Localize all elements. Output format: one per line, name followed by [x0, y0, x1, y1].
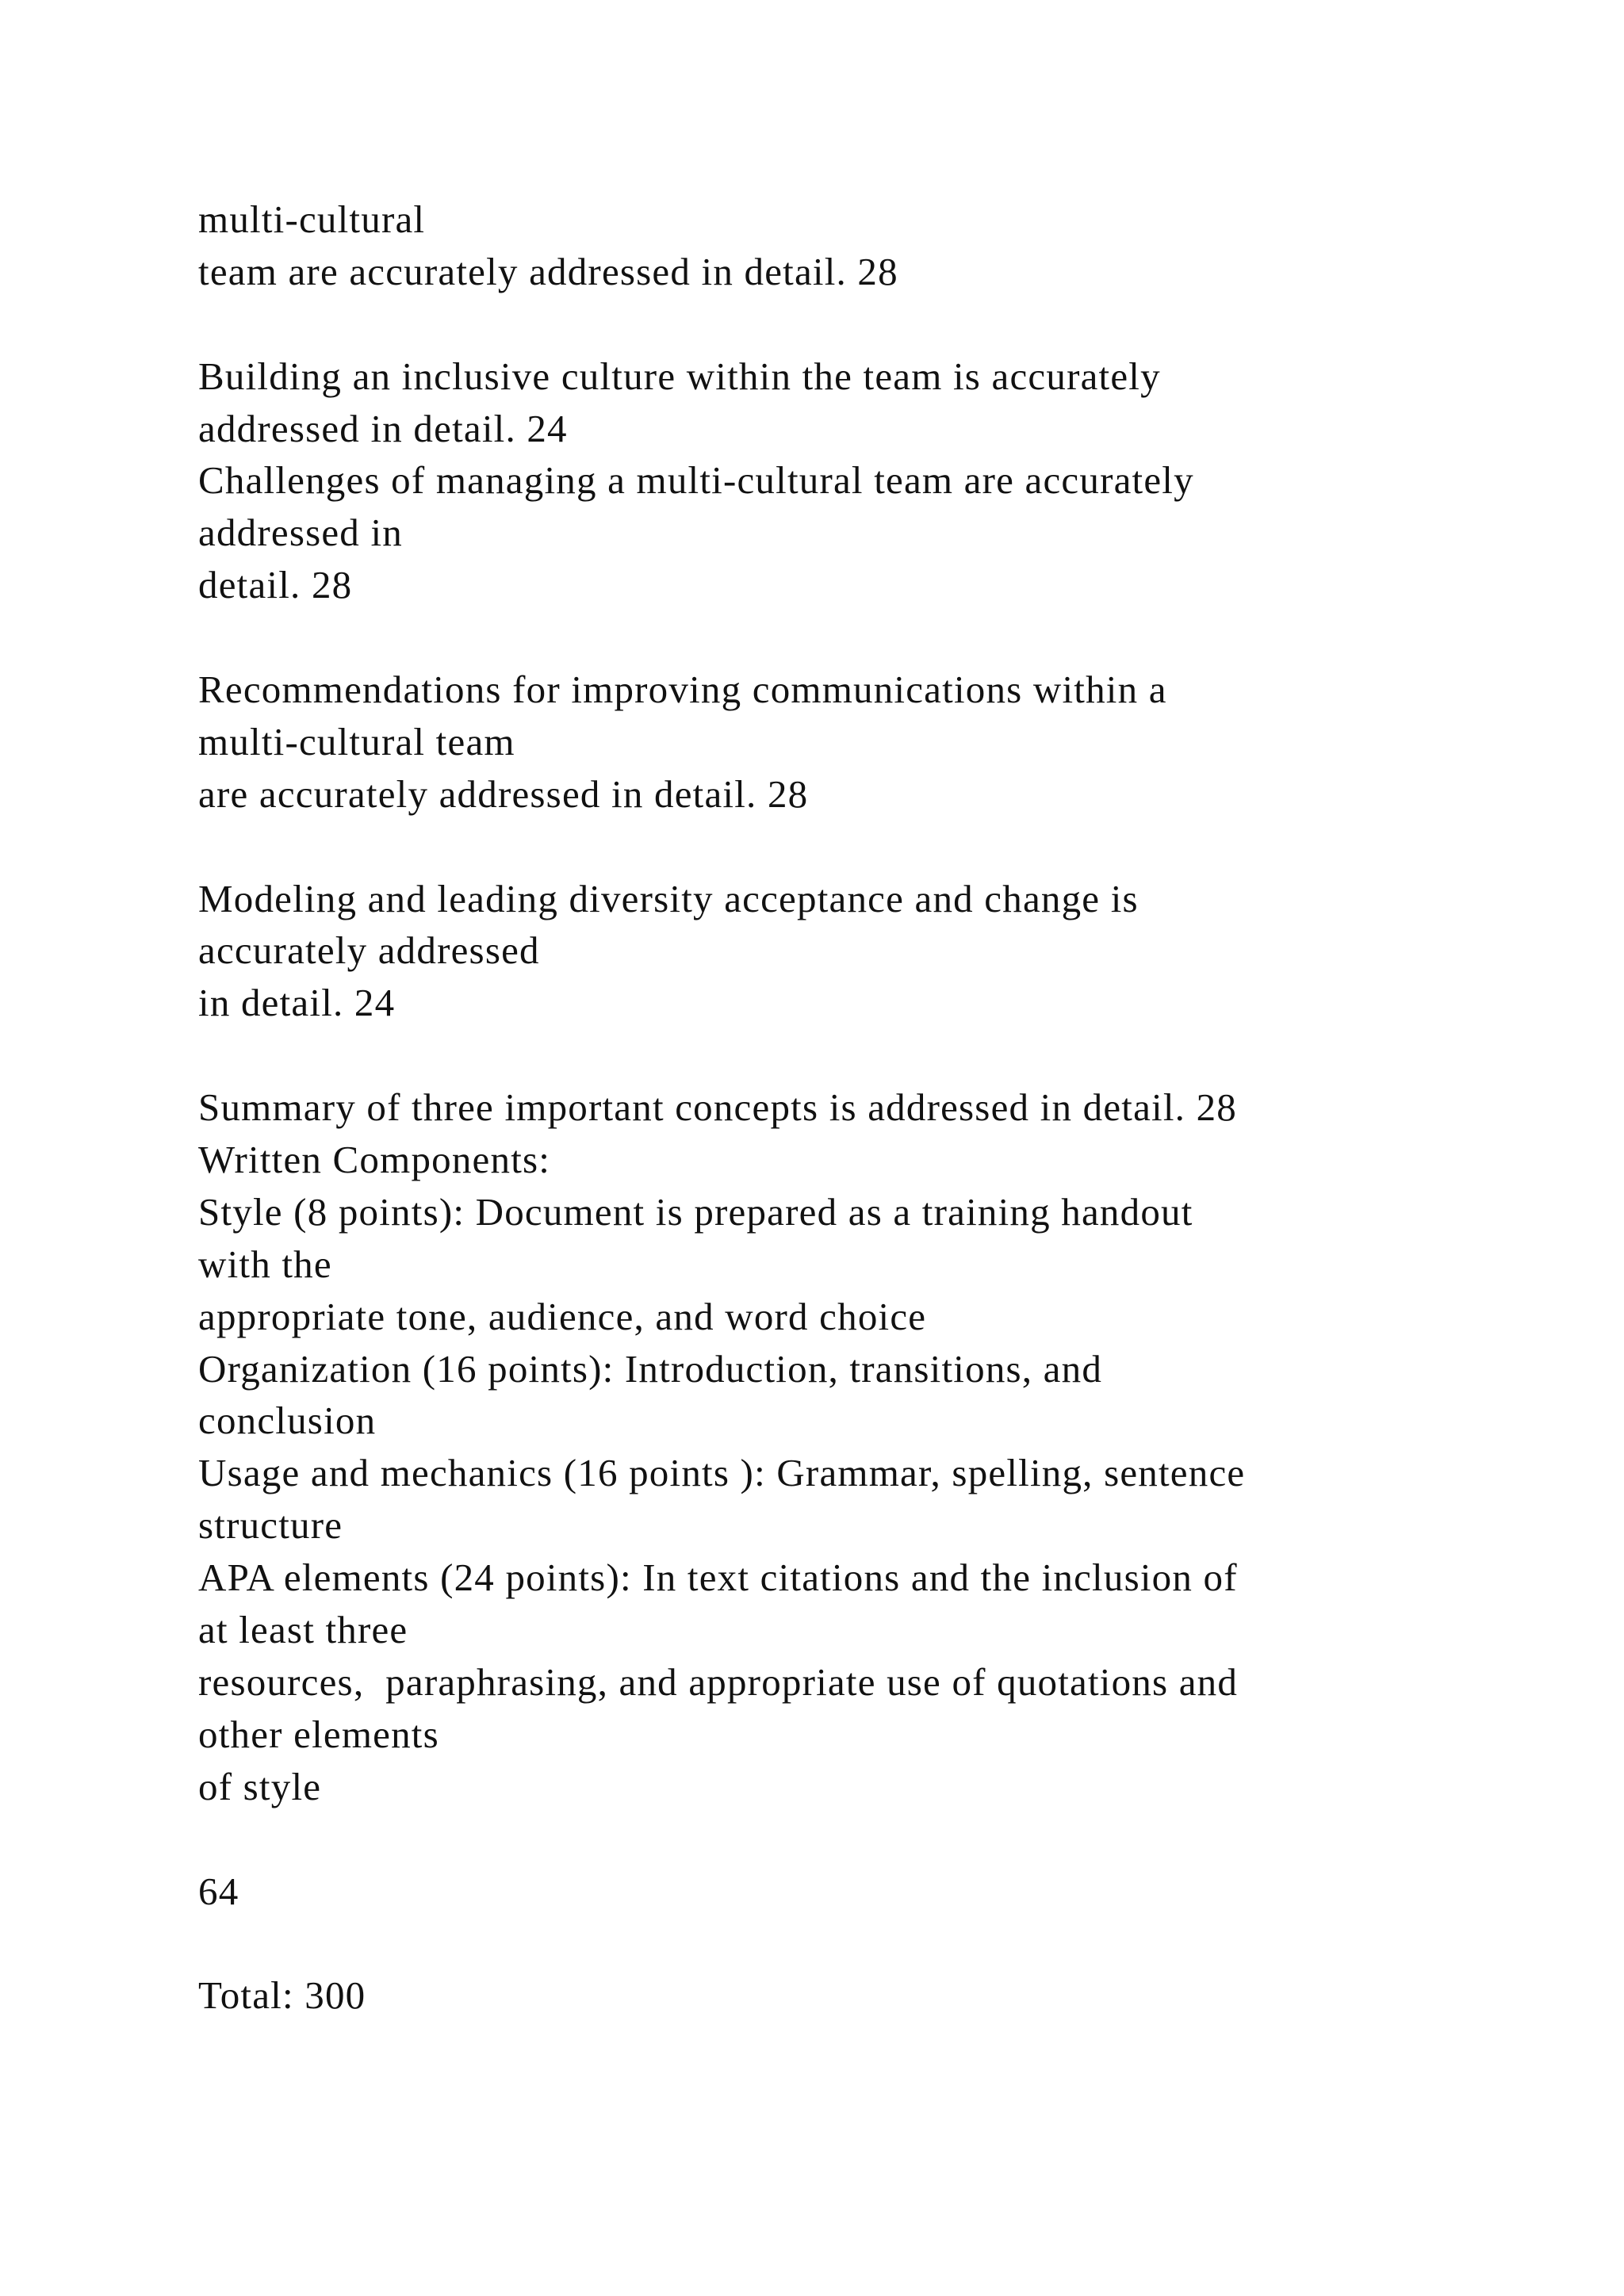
text-line: with the [198, 1242, 332, 1286]
text-line: Challenges of managing a multi-cultural team are accurately [198, 458, 1194, 503]
blank-line [198, 821, 1546, 873]
text-line: addressed in [198, 511, 403, 555]
total-points: Total: 300 [198, 1973, 366, 2018]
text-line: multi-cultural [198, 197, 426, 241]
text-line: resources, paraphrasing, and appropriate use of quotations and [198, 1659, 1239, 1704]
text-line: Usage and mechanics (16 points ): Grammar, spelling, sentence [198, 1451, 1246, 1495]
blank-line [198, 1029, 1546, 1081]
text-line: Recommendations for improving communications within a [198, 668, 1167, 712]
text-line: other elements [198, 1712, 439, 1756]
document-body [198, 193, 1546, 2022]
text-line: detail. 28 [198, 563, 353, 607]
text-line: conclusion [198, 1399, 377, 1443]
blank-line [198, 1813, 1546, 1866]
text-line: Summary of three important concepts is addressed in detail. 28 [198, 1085, 1237, 1130]
text-line: at least three [198, 1608, 408, 1652]
points-subtotal: 64 [198, 1869, 239, 1913]
text-line: Building an inclusive culture within the team is accurately [198, 354, 1161, 398]
text-line: Organization (16 points): Introduction, transitions, and [198, 1346, 1103, 1391]
text-line: Written Components: [198, 1138, 551, 1182]
text-line: team are accurately addressed in detail. 28 [198, 249, 898, 293]
text-line: multi-cultural team [198, 719, 515, 763]
text-line: APA elements (24 points): In text citations and the inclusion of [198, 1556, 1238, 1600]
text-line: appropriate tone, audience, and word choice [198, 1294, 927, 1338]
text-line: Modeling and leading diversity acceptance and change is [198, 876, 1139, 920]
text-line: structure [198, 1503, 343, 1548]
blank-line [198, 1917, 1546, 1969]
text-line: addressed in detail. 24 [198, 406, 568, 450]
blank-line [198, 611, 1546, 664]
text-line: accurately addressed [198, 928, 540, 973]
blank-line [198, 298, 1546, 350]
text-line: Style (8 points): Document is prepared as a training handout [198, 1189, 1193, 1234]
text-line: of style [198, 1764, 322, 1808]
text-line: are accurately addressed in detail. 28 [198, 771, 809, 816]
text-line: in detail. 24 [198, 981, 396, 1025]
